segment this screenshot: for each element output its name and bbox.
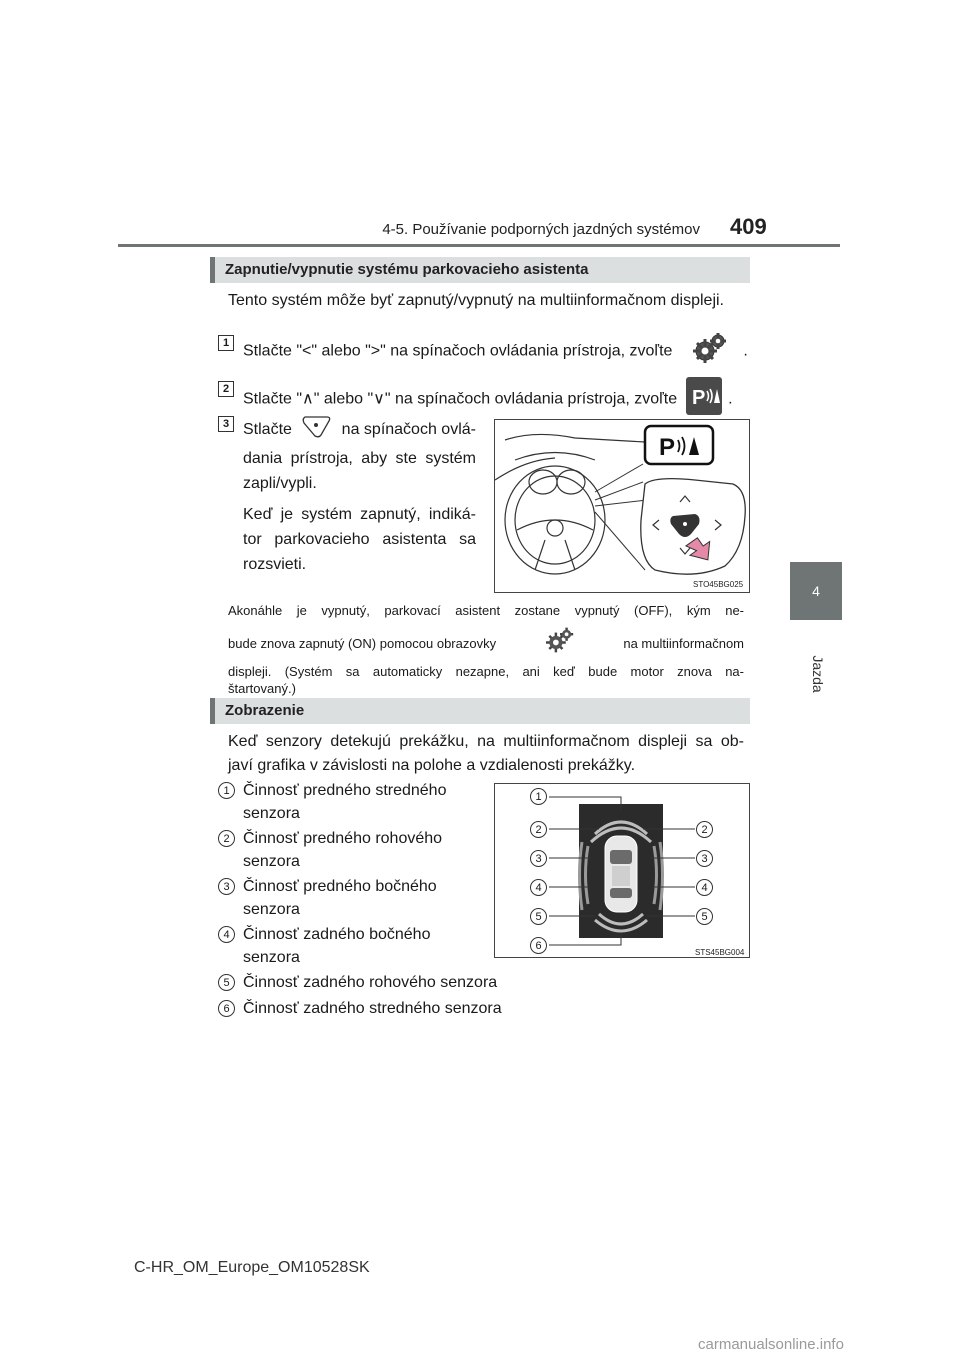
note-line3: displeji. (Systém sa automaticky nezapne, ani keď bude motor znova na-: [228, 664, 744, 679]
item-number: 1: [218, 782, 235, 799]
steering-switch-figure: [494, 419, 750, 593]
svg-text:P: P: [691, 387, 705, 409]
svg-text:P: P: [659, 434, 676, 461]
item-line1: Činnosť predného stredného: [243, 782, 447, 799]
callout-1: 1: [530, 788, 547, 805]
list-item: [243, 875, 437, 921]
step-3-line1a: Stlačte: [243, 421, 292, 438]
steering-wheel-illustration: [495, 420, 750, 593]
callout-4-left: 4: [530, 879, 547, 896]
step-3-line1b: na spínačoch ovlá-: [341, 421, 476, 438]
step-number: 1: [218, 335, 234, 351]
note-line4: štartovaný.): [228, 681, 296, 696]
sensor-display-illustration: [495, 784, 750, 958]
item-line2: senzora: [243, 805, 300, 822]
callout-5-left: 5: [530, 908, 547, 925]
item-line2: senzora: [243, 853, 300, 870]
chapter-number: 4: [812, 583, 820, 599]
section2-intro-line2: javí grafika v závislosti na polohe a vzdialenosti prekážky.: [228, 757, 636, 774]
settings-gear-icon: [542, 626, 578, 660]
item-line1: Činnosť zadného bočného: [243, 926, 431, 943]
settings-gear-icon: [691, 331, 729, 372]
callout-3-left: 3: [530, 850, 547, 867]
item-line1: Činnosť predného bočného: [243, 878, 437, 895]
header-section-title: 4-5. Používanie podporných jazdných systémov: [382, 221, 700, 238]
chapter-label: Jazda: [810, 655, 826, 693]
parking-assist-icon: [686, 377, 722, 422]
note-line1: Akonáhle je vypnutý, parkovací asistent zostane vypnutý (OFF), kým ne-: [228, 603, 744, 618]
step-2-text-a: Stlačte "∧" alebo "∨" na spínačoch ovládania prístroja, zvoľte: [243, 390, 678, 408]
callout-2-left: 2: [530, 821, 547, 838]
list-item: Činnosť zadného stredného senzora: [243, 1000, 502, 1017]
item-number: 5: [218, 974, 235, 991]
list-item: [243, 923, 430, 969]
header-rule: [118, 244, 840, 247]
item-number: 3: [218, 878, 235, 895]
figure-code: STO45BG025: [693, 580, 744, 589]
page-number: 409: [730, 214, 767, 239]
list-item: [243, 779, 446, 825]
item-line2: senzora: [243, 901, 300, 918]
step-3-sub2: tor parkovacieho asistenta sa: [243, 531, 476, 548]
step-1-text: [243, 331, 748, 372]
sensor-display-figure: [494, 783, 750, 958]
step-3-sub3: rozsvieti.: [243, 556, 307, 573]
section1-intro: Tento systém môže byť zapnutý/vypnutý na multiinformačnom displeji.: [228, 292, 724, 309]
item-number: 2: [218, 830, 235, 847]
item-number: 4: [218, 926, 235, 943]
step-number: 2: [218, 381, 234, 397]
step-3-line3: zapli/vypli.: [243, 475, 317, 492]
document-code: C-HR_OM_Europe_OM10528SK: [134, 1259, 370, 1276]
step-number: 3: [218, 416, 234, 432]
chapter-tab[interactable]: [790, 562, 842, 620]
step-3-text: [243, 413, 476, 576]
item-number: 6: [218, 1000, 235, 1017]
section2-intro-line1: Keď senzory detekujú prekážku, na multiinformačnom displeji sa ob-: [228, 733, 744, 750]
item-line1: Činnosť predného rohového: [243, 830, 443, 847]
note: [228, 600, 744, 696]
ok-button-icon: [301, 413, 333, 446]
callout-3-right: 3: [696, 850, 713, 867]
note-line2b: na multiinformačnom: [623, 635, 744, 651]
callout-2-right: 2: [696, 821, 713, 838]
note-line2: [228, 626, 744, 660]
list-item: Činnosť zadného rohového senzora: [243, 974, 498, 991]
step-3-line2: dania prístroja, aby ste systém: [243, 450, 476, 467]
callout-6: 6: [530, 937, 547, 954]
step-3-sub1: Keď je systém zapnutý, indiká-: [243, 506, 476, 523]
section2-intro: [228, 730, 744, 777]
callout-5-right: 5: [696, 908, 713, 925]
figure-code: STS45BG004: [695, 948, 745, 957]
section-heading-display: Zobrazenie: [210, 698, 750, 724]
step-2-text-b: .: [728, 390, 733, 408]
note-line2a: bude znova zapnutý (ON) pomocou obrazovky: [228, 635, 497, 651]
section-heading-parking-assist-toggle: Zapnutie/vypnutie systému parkovacieho asistenta: [210, 257, 750, 283]
list-item: [243, 827, 442, 873]
watermark: carmanualsonline.info: [698, 1336, 844, 1353]
step-1-text-a: Stlačte "<" alebo ">" na spínačoch ovládania prístroja, zvoľte: [243, 342, 673, 360]
callout-4-right: 4: [696, 879, 713, 896]
item-line2: senzora: [243, 949, 300, 966]
step-1-text-b: .: [743, 342, 748, 360]
